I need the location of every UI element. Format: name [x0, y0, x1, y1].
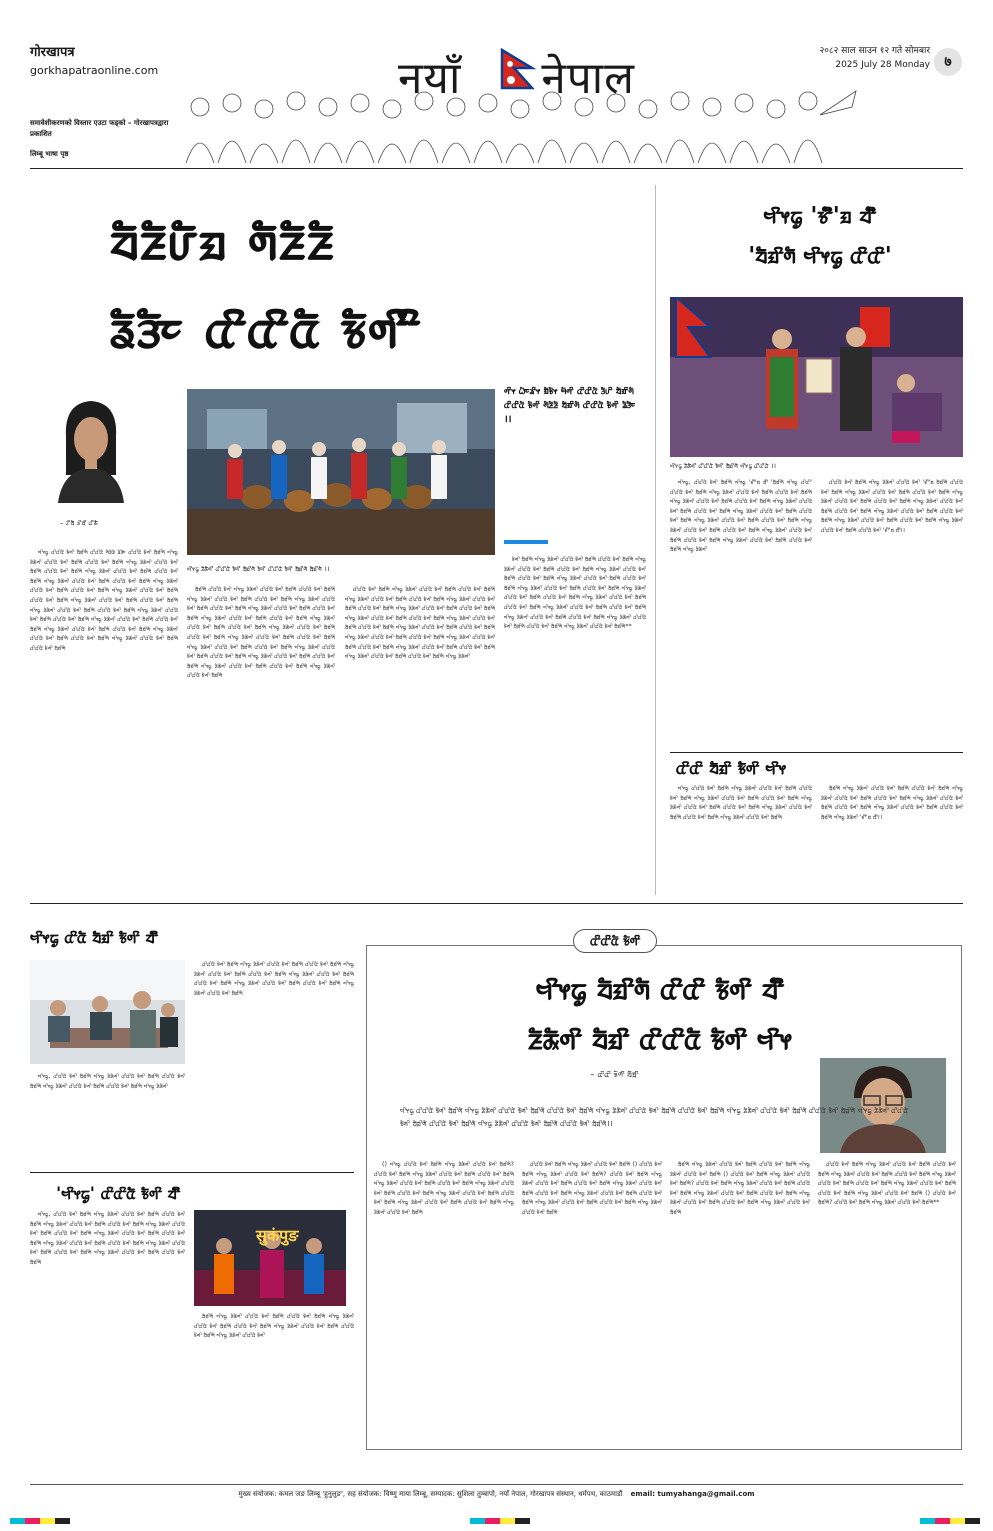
registration-marks-left — [10, 1518, 70, 1524]
lower-left-column-a — [30, 1072, 185, 1167]
footer-credits — [0, 1490, 993, 1499]
lower-left-column-b — [194, 960, 354, 1167]
right-headline-line2: 'ᤔᤠᤀᤡᤛᤠ ᤗᤡᤶᤒᤢ ᤂᤡᤂᤡ' — [748, 242, 892, 269]
feature-headline-line1: ᤗᤡᤶᤒᤢ ᤔᤠᤀᤡᤛᤠ ᤂᤡᤂᤡ ᤃᤠᤛᤡ ᤔᤡᤠ — [536, 972, 784, 1007]
lower-left-column-c — [30, 1210, 185, 1450]
lead-pullquote: ᤛᤡᤶ ᤐᤠᤰᤕᤡᤶ ᤀᤠᤃᤠᤶ ᤗᤠᤛᤡ ᤂᤡᤂᤡᤂᤠ ᤋᤠᤙᤡ ᤔᤠᤀᤡᤛᤠ ᤂᤡᤂᤡᤂᤠ ᤃᤠᤛᤡ ᤛᤠᤏᤠᤏᤠ ᤔᤠᤀᤡᤛᤠ ᤂᤡᤂᤡᤂᤠ ᤃᤠᤛᤡ ᤕᤠᤋᤠᤰ ।। — [504, 386, 636, 425]
lead-headline-line1: ᤔᤠᤏᤠᤙᤠᤀ ᤛᤠᤏᤠᤏᤠ — [110, 208, 336, 272]
lead-column-2 — [187, 585, 335, 890]
mid-right-column-1-text: ᤗᤡᤶᤒᤢ ᤂᤡᤂᤡᤂᤠ ᤃᤠᤛᤡ ᤔᤠᤀᤡᤛᤠ ᤗᤡᤶᤒᤢ ᤏᤠᤊᤠᤛᤡ ᤂᤡᤂᤡᤂᤠ ᤃᤠᤛᤡ ᤔᤠᤀᤡᤛᤠ ᤂᤡᤂᤡᤂᤠ ᤃᤠᤛᤡ ᤔᤠᤀᤡᤛᤠ ᤗᤡᤶᤒᤢ ᤏᤠᤊᤠᤛᤡ ᤂᤡᤂᤡᤂᤠ ᤃᤠᤛᤡ ᤔᤠᤀᤡᤛᤠ ᤂᤡᤂᤡᤂᤠ ᤃᤠᤛᤡ ᤔᤠᤀᤡᤛᤠ ᤗᤡᤶᤒᤢ ᤏᤠᤊᤠᤛᤡ ᤂᤡᤂᤡᤂᤠ ᤃᤠᤛᤡ ᤔᤠᤀᤡᤛᤠ ᤂᤡᤂᤡᤂᤠ ᤃᤠᤛᤡ ᤔᤠᤀᤡᤛᤠ ᤗᤡᤶᤒᤢ ᤏᤠᤊᤠᤛᤡ ᤂᤡᤂᤡᤂᤠ ᤃᤠᤛᤡ ᤔᤠᤀᤡᤛᤠ ᤂᤡᤂᤡᤂᤠ ᤃᤠᤛᤡ ᤔᤠᤀᤡᤛᤠ ᤗᤡᤶᤒᤢ ᤏᤠᤊᤠᤛᤡ ᤂᤡᤂᤡᤂᤠ ᤃᤠᤛᤡ ᤔᤠᤀᤡᤛᤠ — [670, 785, 812, 821]
lead-headline-line2: ᤕᤠᤋᤠᤰ ᤂᤡᤂᤡᤂᤠ ᤃᤠᤛᤡᤡ — [110, 296, 422, 360]
lead-column-1 — [30, 548, 178, 890]
right-story-headline — [660, 196, 980, 276]
right-story-column-1 — [670, 478, 812, 748]
lead-photo-caption: ᤗᤡᤶᤒᤢ ᤏᤠᤊᤠᤛᤡ ᤂᤡᤂᤡᤂᤠ ᤃᤠᤛᤡ ᤔᤠᤀᤡᤛᤠ ᤃᤠᤛᤡ ᤂᤡᤂᤡᤂᤠ ᤃᤠᤛᤡ ᤔᤠᤀᤡᤛᤠ ᤔᤠᤀᤡᤛᤠ ।। — [187, 565, 330, 573]
feature-column-2 — [522, 1160, 662, 1442]
lead-column-3-text: ᤂᤡᤂᤡᤂᤠ ᤃᤠᤛᤡ ᤔᤠᤀᤡᤛᤠ ᤗᤡᤶᤒᤢ ᤏᤠᤊᤠᤛᤡ ᤂᤡᤂᤡᤂᤠ ᤃᤠᤛᤡ ᤔᤠᤀᤡᤛᤠ ᤂᤡᤂᤡᤂᤠ ᤃᤠᤛᤡ ᤔᤠᤀᤡᤛᤠ ᤗᤡᤶᤒᤢ ᤏᤠᤊᤠᤛᤡ ᤂᤡᤂᤡᤂᤠ ᤃᤠᤛᤡ ᤔᤠᤀᤡᤛᤠ ᤂᤡᤂᤡᤂᤠ ᤃᤠᤛᤡ ᤔᤠᤀᤡᤛᤠ ᤗᤡᤶᤒᤢ ᤏᤠᤊᤠᤛᤡ ᤂᤡᤂᤡᤂᤠ ᤃᤠᤛᤡ ᤔᤠᤀᤡᤛᤠ ᤂᤡᤂᤡᤂᤠ ᤃᤠᤛᤡ ᤔᤠᤀᤡᤛᤠ ᤗᤡᤶᤒᤢ ᤏᤠᤊᤠᤛᤡ ᤂᤡᤂᤡᤂᤠ ᤃᤠᤛᤡ ᤔᤠᤀᤡᤛᤠ ᤂᤡᤂᤡᤂᤠ ᤃᤠᤛᤡ ᤔᤠᤀᤡᤛᤠ ᤗᤡᤶᤒᤢ ᤏᤠᤊᤠᤛᤡ ᤂᤡᤂᤡᤂᤠ ᤃᤠᤛᤡ ᤔᤠᤀᤡᤛᤠ ᤂᤡᤂᤡᤂᤠ ᤃᤠᤛᤡ ᤔᤠᤀᤡᤛᤠ ᤗᤡᤶᤒᤢ ᤏᤠᤊᤠᤛᤡ ᤂᤡᤂᤡᤂᤠ ᤃᤠᤛᤡ ᤔᤠᤀᤡᤛᤠ ᤂᤡᤂᤡᤂᤠ ᤃᤠᤛᤡ ᤔᤠᤀᤡᤛᤠ ᤗᤡᤶᤒᤢ ᤏᤠᤊᤠᤛᤡ ᤂᤡᤂᤡᤂᤠ ᤃᤠᤛᤡ ᤔᤠᤀᤡᤛᤠ ᤂᤡᤂᤡᤂᤠ ᤃᤠᤛᤡ ᤔᤠᤀᤡᤛᤠ ᤗᤡᤶᤒᤢ ᤏᤠᤊᤠᤛᤡ ᤂᤡᤂᤡᤂᤠ ᤃᤠᤛᤡ ᤔᤠᤀᤡᤛᤠ ᤂᤡᤂᤡᤂᤠ ᤃᤠᤛᤡ ᤔᤠᤀᤡᤛᤠ ᤗᤡᤶᤒᤢ ᤏᤠᤊᤠᤛᤡ ᤂᤡᤂᤡᤂᤠ ᤃᤠᤛᤡ ᤔᤠᤀᤡᤛᤠ ᤂᤡᤂᤡᤂᤠ ᤃᤠᤛᤡ ᤔᤠᤀᤡᤛᤠ ᤗᤡᤶᤒᤢ ᤏᤠᤊᤠᤛᤡ ᤂᤡᤂᤡᤂᤠ ᤃᤠᤛᤡ ᤔᤠᤀᤡᤛᤠ ᤂᤡᤂᤡᤂᤠ ᤃᤠᤛᤡ ᤔᤠᤀᤡᤛᤠ ᤗᤡᤶᤒᤢ ᤏᤠᤊᤠᤛᤡ ᤂᤡᤂᤡᤂᤠ ᤃᤠᤛᤡ ᤔᤠᤀᤡᤛᤠ ᤂᤡᤂᤡᤂᤠ ᤃᤠᤛᤡ ᤔᤠᤀᤡᤛᤠ ᤗᤡᤶᤒᤢ ᤏᤠᤊᤠᤛᤡ — [345, 586, 495, 661]
lower-left-column-c-text: ᤗᤡᤶᤒᤢ, ᤂᤡᤂᤡᤂᤠ ᤃᤠᤛᤡ ᤔᤠᤀᤡᤛᤠ ᤗᤡᤶᤒᤢ ᤏᤠᤊᤠᤛᤡ ᤂᤡᤂᤡᤂᤠ ᤃᤠᤛᤡ ᤔᤠᤀᤡᤛᤠ ᤂᤡᤂᤡᤂᤠ ᤃᤠᤛᤡ ᤔᤠᤀᤡᤛᤠ ᤗᤡᤶᤒᤢ ᤏᤠᤊᤠᤛᤡ ᤂᤡᤂᤡᤂᤠ ᤃᤠᤛᤡ ᤔᤠᤀᤡᤛᤠ ᤂᤡᤂᤡᤂᤠ ᤃᤠᤛᤡ ᤔᤠᤀᤡᤛᤠ ᤗᤡᤶᤒᤢ ᤏᤠᤊᤠᤛᤡ ᤂᤡᤂᤡᤂᤠ ᤃᤠᤛᤡ ᤔᤠᤀᤡᤛᤠ ᤂᤡᤂᤡᤂᤠ ᤃᤠᤛᤡ ᤔᤠᤀᤡᤛᤠ ᤗᤡᤶᤒᤢ ᤏᤠᤊᤠᤛᤡ ᤂᤡᤂᤡᤂᤠ ᤃᤠᤛᤡ ᤔᤠᤀᤡᤛᤠ ᤂᤡᤂᤡᤂᤠ ᤃᤠᤛᤡ ᤔᤠᤀᤡᤛᤠ ᤗᤡᤶᤒᤢ ᤏᤠᤊᤠᤛᤡ ᤂᤡᤂᤡᤂᤠ ᤃᤠᤛᤡ ᤔᤠᤀᤡᤛᤠ ᤂᤡᤂᤡᤂᤠ ᤃᤠᤛᤡ ᤔᤠᤀᤡᤛᤠ ᤗᤡᤶᤒᤢ ᤏᤠᤊᤠᤛᤡ ᤂᤡᤂᤡᤂᤠ ᤃᤠᤛᤡ ᤔᤠᤀᤡᤛᤠ ᤂᤡᤂᤡᤂᤠ ᤃᤠᤛᤡ ᤔᤠᤀᤡᤛᤠ ᤗᤡᤶᤒᤢ ᤏᤠᤊᤠᤛᤡ ᤂᤡᤂᤡᤂᤠ ᤃᤠᤛᤡ ᤔᤠᤀᤡᤛᤠ ᤂᤡᤂᤡᤂᤠ ᤃᤠᤛᤡ ᤔᤠᤀᤡᤛᤠ — [30, 1211, 185, 1266]
feature-column-1 — [374, 1160, 514, 1442]
lower-left-column-d-text: ᤔᤠᤀᤡᤛᤠ ᤗᤡᤶᤒᤢ ᤏᤠᤊᤠᤛᤡ ᤂᤡᤂᤡᤂᤠ ᤃᤠᤛᤡ ᤔᤠᤀᤡᤛᤠ ᤂᤡᤂᤡᤂᤠ ᤃᤠᤛᤡ ᤔᤠᤀᤡᤛᤠ ᤗᤡᤶᤒᤢ ᤏᤠᤊᤠᤛᤡ ᤂᤡᤂᤡᤂᤠ ᤃᤠᤛᤡ ᤔᤠᤀᤡᤛᤠ ᤂᤡᤂᤡᤂᤠ ᤃᤠᤛᤡ ᤔᤠᤀᤡᤛᤠ ᤗᤡᤶᤒᤢ ᤏᤠᤊᤠᤛᤡ ᤂᤡᤂᤡᤂᤠ ᤃᤠᤛᤡ ᤔᤠᤀᤡᤛᤠ ᤂᤡᤂᤡᤂᤠ ᤃᤠᤛᤡ ᤔᤠᤀᤡᤛᤠ ᤗᤡᤶᤒᤢ ᤏᤠᤊᤠᤛᤡ ᤂᤡᤂᤡᤂᤠ ᤃᤠᤛᤡ — [194, 1313, 354, 1340]
lead-column-2-text: ᤔᤠᤀᤡᤛᤠ ᤂᤡᤂᤡᤂᤠ ᤃᤠᤛᤡ ᤗᤡᤶᤒᤢ ᤏᤠᤊᤠᤛᤡ ᤂᤡᤂᤡᤂᤠ ᤃᤠᤛᤡ ᤔᤠᤀᤡᤛᤠ ᤂᤡᤂᤡᤂᤠ ᤃᤠᤛᤡ ᤔᤠᤀᤡᤛᤠ ᤗᤡᤶᤒᤢ ᤏᤠᤊᤠᤛᤡ ᤂᤡᤂᤡᤂᤠ ᤃᤠᤛᤡ ᤔᤠᤀᤡᤛᤠ ᤂᤡᤂᤡᤂᤠ ᤃᤠᤛᤡ ᤔᤠᤀᤡᤛᤠ ᤗᤡᤶᤒᤢ ᤏᤠᤊᤠᤛᤡ ᤂᤡᤂᤡᤂᤠ ᤃᤠᤛᤡ ᤔᤠᤀᤡᤛᤠ ᤂᤡᤂᤡᤂᤠ ᤃᤠᤛᤡ ᤔᤠᤀᤡᤛᤠ ᤗᤡᤶᤒᤢ ᤏᤠᤊᤠᤛᤡ ᤂᤡᤂᤡᤂᤠ ᤃᤠᤛᤡ ᤔᤠᤀᤡᤛᤠ ᤂᤡᤂᤡᤂᤠ ᤃᤠᤛᤡ ᤔᤠᤀᤡᤛᤠ ᤗᤡᤶᤒᤢ ᤏᤠᤊᤠᤛᤡ ᤂᤡᤂᤡᤂᤠ ᤃᤠᤛᤡ ᤔᤠᤀᤡᤛᤠ ᤂᤡᤂᤡᤂᤠ ᤃᤠᤛᤡ ᤔᤠᤀᤡᤛᤠ ᤗᤡᤶᤒᤢ ᤏᤠᤊᤠᤛᤡ ᤂᤡᤂᤡᤂᤠ ᤃᤠᤛᤡ ᤔᤠᤀᤡᤛᤠ ᤂᤡᤂᤡᤂᤠ ᤃᤠᤛᤡ ᤔᤠᤀᤡᤛᤠ ᤗᤡᤶᤒᤢ ᤏᤠᤊᤠᤛᤡ ᤂᤡᤂᤡᤂᤠ ᤃᤠᤛᤡ ᤔᤠᤀᤡᤛᤠ ᤂᤡᤂᤡᤂᤠ ᤃᤠᤛᤡ ᤔᤠᤀᤡᤛᤠ ᤗᤡᤶᤒᤢ ᤏᤠᤊᤠᤛᤡ ᤂᤡᤂᤡᤂᤠ ᤃᤠᤛᤡ ᤔᤠᤀᤡᤛᤠ ᤂᤡᤂᤡᤂᤠ ᤃᤠᤛᤡ ᤔᤠᤀᤡᤛᤠ ᤗᤡᤶᤒᤢ ᤏᤠᤊᤠᤛᤡ ᤂᤡᤂᤡᤂᤠ ᤃᤠᤛᤡ ᤔᤠᤀᤡᤛᤠ ᤂᤡᤂᤡᤂᤠ ᤃᤠᤛᤡ ᤔᤠᤀᤡᤛᤠ ᤗᤡᤶᤒᤢ ᤏᤠᤊᤠᤛᤡ ᤂᤡᤂᤡᤂᤠ ᤃᤠᤛᤡ ᤔᤠᤀᤡᤛᤠ ᤂᤡᤂᤡᤂᤠ ᤃᤠᤛᤡ ᤔᤠᤀᤡᤛᤠ ᤗᤡᤶᤒᤢ ᤏᤠᤊᤠᤛᤡ ᤂᤡᤂᤡᤂᤠ ᤃᤠᤛᤡ ᤔᤠᤀᤡᤛᤠ ᤂᤡᤂᤡᤂᤠ ᤃᤠᤛᤡ ᤔᤠᤀᤡᤛᤠ ᤗᤡᤶᤒᤢ ᤏᤠᤊᤠᤛᤡ ᤂᤡᤂᤡᤂᤠ ᤃᤠᤛᤡ ᤔᤠᤀᤡᤛᤠ ᤂᤡᤂᤡᤂᤠ ᤃᤠᤛᤡ ᤔᤠᤀᤡᤛᤠ ᤗᤡᤶᤒᤢ ᤏᤠᤊᤠᤛᤡ ᤂᤡᤂᤡᤂᤠ ᤃᤠᤛᤡ ᤔᤠᤀᤡᤛᤠ — [187, 586, 335, 680]
feature-column-3-text: ᤔᤠᤀᤡᤛᤠ ᤗᤡᤶᤒᤢ ᤏᤠᤊᤠᤛᤡ ᤂᤡᤂᤡᤂᤠ ᤃᤠᤛᤡ ᤔᤠᤀᤡᤛᤠ ᤂᤡᤂᤡᤂᤠ ᤃᤠᤛᤡ ᤔᤠᤀᤡᤛᤠ ᤗᤡᤶᤒᤢ ᤏᤠᤊᤠᤛᤡ ᤂᤡᤂᤡᤂᤠ ᤃᤠᤛᤡ ᤔᤠᤀᤡᤛᤠ () ᤂᤡᤂᤡᤂᤠ ᤃᤠᤛᤡ ᤔᤠᤀᤡᤛᤠ ᤗᤡᤶᤒᤢ ᤏᤠᤊᤠᤛᤡ ᤂᤡᤂᤡᤂᤠ ᤃᤠᤛᤡ ᤔᤠᤀᤡᤛᤠ? ᤂᤡᤂᤡᤂᤠ ᤃᤠᤛᤡ ᤔᤠᤀᤡᤛᤠ ᤗᤡᤶᤒᤢ ᤏᤠᤊᤠᤛᤡ ᤂᤡᤂᤡᤂᤠ ᤃᤠᤛᤡ ᤔᤠᤀᤡᤛᤠ ᤂᤡᤂᤡᤂᤠ ᤃᤠᤛᤡ ᤔᤠᤀᤡᤛᤠ ᤗᤡᤶᤒᤢ ᤏᤠᤊᤠᤛᤡ ᤂᤡᤂᤡᤂᤠ ᤃᤠᤛᤡ ᤔᤠᤀᤡᤛᤠ ᤂᤡᤂᤡᤂᤠ ᤃᤠᤛᤡ ᤔᤠᤀᤡᤛᤠ ᤗᤡᤶᤒᤢ ᤏᤠᤊᤠᤛᤡ ᤂᤡᤂᤡᤂᤠ ᤃᤠᤛᤡ ᤔᤠᤀᤡᤛᤠ ᤂᤡᤂᤡᤂᤠ ᤃᤠᤛᤡ ᤔᤠᤀᤡᤛᤠ ᤗᤡᤶᤒᤢ ᤏᤠᤊᤠᤛᤡ ᤂᤡᤂᤡᤂᤠ ᤃᤠᤛᤡ ᤔᤠᤀᤡᤛᤠ — [670, 1161, 810, 1216]
lead-photo — [187, 389, 495, 555]
feature-column-4 — [818, 1160, 956, 1442]
footer-credits-text: मुख्य संयोजक: कमल जङ लिम्बू 'हुनुलुङ', सह संयोजक: विष्णु माया लिम्बू, सम्पादक: सुशिला तुम्बापो, नयाँ नेपाल, गोरखापत्र संस्थान, धर्मपथ, काठमाडौं — [238, 1490, 623, 1498]
dateline — [752, 44, 930, 72]
feature-column-3 — [670, 1160, 810, 1442]
award-photo-image — [670, 297, 963, 457]
section-rule — [30, 903, 963, 904]
footer-email[interactable]: email: tumyahanga@gmail.com — [630, 1490, 755, 1498]
lead-column-4 — [504, 555, 646, 890]
column-divider — [655, 185, 656, 895]
lead-column-3 — [345, 585, 495, 890]
crowd-illustration — [180, 85, 860, 163]
lower-left-column-d — [194, 1312, 354, 1450]
right-divider — [670, 752, 963, 753]
feature-intro: ᤗᤡᤶᤒᤢ ᤂᤡᤂᤡᤂᤠ ᤃᤠᤛᤡ ᤔᤠᤀᤡᤛᤠ ᤗᤡᤶᤒᤢ ᤏᤠᤊᤠᤛᤡ ᤂᤡᤂᤡᤂᤠ ᤃᤠᤛᤡ ᤔᤠᤀᤡᤛᤠ ᤂᤡᤂᤡᤂᤠ ᤃᤠᤛᤡ ᤔᤠᤀᤡᤛᤠ ᤗᤡᤶᤒᤢ ᤏᤠᤊᤠᤛᤡ ᤂᤡᤂᤡᤂᤠ ᤃᤠᤛᤡ ᤔᤠᤀᤡᤛᤠ ᤂᤡᤂᤡᤂᤠ ᤃᤠᤛᤡ ᤔᤠᤀᤡᤛᤠ ᤗᤡᤶᤒᤢ ᤏᤠᤊᤠᤛᤡ ᤂᤡᤂᤡᤂᤠ ᤃᤠᤛᤡ ᤔᤠᤀᤡᤛᤠ ᤂᤡᤂᤡᤂᤠ ᤃᤠᤛᤡ ᤔᤠᤀᤡᤛᤠ ᤗᤡᤶᤒᤢ ᤏᤠᤊᤠᤛᤡ ᤂᤡᤂᤡᤂᤠ ᤃᤠᤛᤡ ᤔᤠᤀᤡᤛᤠ ᤂᤡᤂᤡᤂᤠ ᤃᤠᤛᤡ ᤔᤠᤀᤡᤛᤠ ᤗᤡᤶᤒᤢ ᤏᤠᤊᤠᤛᤡ ᤂᤡᤂᤡᤂᤠ ᤃᤠᤛᤡ ᤔᤠᤀᤡᤛᤠ ᤂᤡᤂᤡᤂᤠ ᤃᤠᤛᤡ ᤔᤠᤀᤡᤛᤠ।। — [400, 1105, 909, 1128]
portrait-image — [52, 395, 130, 503]
mid-right-column-2-text: ᤔᤠᤀᤡᤛᤠ ᤗᤡᤶᤒᤢ ᤏᤠᤊᤠᤛᤡ ᤂᤡᤂᤡᤂᤠ ᤃᤠᤛᤡ ᤔᤠᤀᤡᤛᤠ ᤂᤡᤂᤡᤂᤠ ᤃᤠᤛᤡ ᤔᤠᤀᤡᤛᤠ ᤗᤡᤶᤒᤢ ᤏᤠᤊᤠᤛᤡ ᤂᤡᤂᤡᤂᤠ ᤃᤠᤛᤡ ᤔᤠᤀᤡᤛᤠ ᤂᤡᤂᤡᤂᤠ ᤃᤠᤛᤡ ᤔᤠᤀᤡᤛᤠ ᤗᤡᤶᤒᤢ ᤏᤠᤊᤠᤛᤡ ᤂᤡᤂᤡᤂᤠ ᤃᤠᤛᤡ ᤔᤠᤀᤡᤛᤠ ᤂᤡᤂᤡᤂᤠ ᤃᤠᤛᤡ ᤔᤠᤀᤡᤛᤠ ᤗᤡᤶᤒᤢ ᤏᤠᤊᤠᤛᤡ ᤂᤡᤂᤡᤂᤠ ᤃᤠᤛᤡ ᤔᤠᤀᤡᤛᤠ ᤂᤡᤂᤡᤂᤠ ᤃᤠᤛᤡ ᤔᤠᤀᤡᤛᤠ ᤗᤡᤶᤒᤢ ᤏᤠᤊᤠᤛᤡ 'ᤃᤡᤠ'ᤀ ᤔᤡᤠ।। — [821, 785, 963, 821]
masthead — [0, 0, 993, 165]
award-photo — [670, 297, 963, 457]
film-poster — [194, 1210, 346, 1306]
right-story-column-2 — [821, 478, 963, 748]
pullquote-accent-bar — [504, 540, 548, 544]
footer-rule — [30, 1484, 963, 1485]
award-photo-caption: ᤗᤡᤶᤒᤢ ᤏᤠᤊᤠᤛᤡ ᤂᤡᤂᤡᤂᤠ ᤃᤠᤛᤡ ᤔᤠᤀᤡᤛᤠ ᤗᤡᤶᤒᤢ ᤂᤡᤂᤡᤂᤠ ।। — [670, 462, 777, 470]
mid-right-column-2 — [821, 784, 963, 894]
brand-name: गोरखापत्र — [30, 45, 75, 60]
masthead-rule — [30, 168, 963, 169]
mid-right-headline: ᤂᤡᤂᤡ ᤔᤠᤀᤡ ᤃᤠᤛᤡ ᤗᤡᤶ — [676, 758, 787, 779]
author-portrait — [52, 395, 130, 503]
lower-left-headline-2: 'ᤗᤡᤶᤒᤢ' ᤂᤡᤂᤡᤂᤠ ᤃᤠᤛᤡ ᤔᤡᤠ — [56, 1184, 181, 1204]
poster-title: सुकंपुङ — [256, 1226, 299, 1245]
feature-column-1-text: () ᤗᤡᤶᤒᤢ ᤂᤡᤂᤡᤂᤠ ᤃᤠᤛᤡ ᤔᤠᤀᤡᤛᤠ ᤗᤡᤶᤒᤢ ᤏᤠᤊᤠᤛᤡ ᤂᤡᤂᤡᤂᤠ ᤃᤠᤛᤡ ᤔᤠᤀᤡᤛᤠ? ᤂᤡᤂᤡᤂᤠ ᤃᤠᤛᤡ ᤔᤠᤀᤡᤛᤠ ᤗᤡᤶᤒᤢ ᤏᤠᤊᤠᤛᤡ ᤂᤡᤂᤡᤂᤠ ᤃᤠᤛᤡ ᤔᤠᤀᤡᤛᤠ ᤂᤡᤂᤡᤂᤠ ᤃᤠᤛᤡ ᤔᤠᤀᤡᤛᤠ ᤗᤡᤶᤒᤢ ᤏᤠᤊᤠᤛᤡ ᤂᤡᤂᤡᤂᤠ ᤃᤠᤛᤡ ᤔᤠᤀᤡᤛᤠ ᤂᤡᤂᤡᤂᤠ ᤃᤠᤛᤡ ᤔᤠᤀᤡᤛᤠ ᤗᤡᤶᤒᤢ ᤏᤠᤊᤠᤛᤡ ᤂᤡᤂᤡᤂᤠ ᤃᤠᤛᤡ ᤔᤠᤀᤡᤛᤠ ᤂᤡᤂᤡᤂᤠ ᤃᤠᤛᤡ ᤔᤠᤀᤡᤛᤠ ᤗᤡᤶᤒᤢ ᤏᤠᤊᤠᤛᤡ ᤂᤡᤂᤡᤂᤠ ᤃᤠᤛᤡ ᤔᤠᤀᤡᤛᤠ ᤂᤡᤂᤡᤂᤠ ᤃᤠᤛᤡ ᤔᤠᤀᤡᤛᤠ ᤗᤡᤶᤒᤢ ᤏᤠᤊᤠᤛᤡ ᤂᤡᤂᤡᤂᤠ ᤃᤠᤛᤡ ᤔᤠᤀᤡᤛᤠ ᤂᤡᤂᤡᤂᤠ ᤃᤠᤛᤡ ᤔᤠᤀᤡᤛᤠ ᤗᤡᤶᤒᤢ ᤏᤠᤊᤠᤛᤡ ᤂᤡᤂᤡᤂᤠ ᤃᤠᤛᤡ ᤔᤠᤀᤡᤛᤠ — [374, 1161, 514, 1216]
page-type: लिम्बू भाषा पृष्ठ — [30, 150, 69, 158]
lower-left-headline-1: ᤗᤡᤶᤒᤢ ᤂᤡᤂᤠ ᤔᤠᤀᤡ ᤃᤠᤛᤡ ᤔᤡᤠ — [30, 928, 158, 948]
feature-byline: – ᤂᤡᤂᤡ ᤃᤠᤛᤡ ᤔᤠᤀᤡ — [590, 1070, 639, 1080]
registration-marks-right — [920, 1518, 980, 1524]
feature-headline-line2: ᤏᤠᤊᤠᤛᤡ ᤔᤠᤀᤡ ᤂᤡᤂᤡᤂᤠ ᤃᤠᤛᤡ ᤗᤡᤶ — [528, 1022, 792, 1057]
paper-title-left: नयाँ — [398, 53, 462, 104]
meeting-photo — [30, 960, 185, 1064]
lead-photo-image — [187, 389, 495, 555]
lower-left-column-a-text: ᤗᤡᤶᤒᤢ, ᤂᤡᤂᤡᤂᤠ ᤃᤠᤛᤡ ᤔᤠᤀᤡᤛᤠ ᤗᤡᤶᤒᤢ ᤏᤠᤊᤠᤛᤡ ᤂᤡᤂᤡᤂᤠ ᤃᤠᤛᤡ ᤔᤠᤀᤡᤛᤠ ᤂᤡᤂᤡᤂᤠ ᤃᤠᤛᤡ ᤔᤠᤀᤡᤛᤠ ᤗᤡᤶᤒᤢ ᤏᤠᤊᤠᤛᤡ ᤂᤡᤂᤡᤂᤠ ᤃᤠᤛᤡ ᤔᤠᤀᤡᤛᤠ ᤂᤡᤂᤡᤂᤠ ᤃᤠᤛᤡ ᤔᤠᤀᤡᤛᤠ ᤗᤡᤶᤒᤢ ᤏᤠᤊᤠᤛᤡ — [30, 1073, 185, 1090]
lower-left-divider — [30, 1172, 354, 1173]
right-headline-line1: ᤗᤡᤶᤒᤢ 'ᤃᤡᤠ'ᤀ ᤔᤡᤠ — [763, 202, 877, 229]
right-story-column-1-text: ᤗᤡᤶᤒᤢ, ᤂᤡᤂᤡᤂᤠ ᤃᤠᤛᤡ ᤔᤠᤀᤡᤛᤠ ᤗᤡᤶᤒᤢ 'ᤃᤡᤠ'ᤀ ᤔᤡᤠ 'ᤔᤠᤀᤡᤛᤠ ᤗᤡᤶᤒᤢ ᤂᤡᤂᤡ' ᤂᤡᤂᤡᤂᤠ ᤃᤠᤛᤡ ᤔᤠᤀᤡᤛᤠ ᤗᤡᤶᤒᤢ ᤏᤠᤊᤠᤛᤡ ᤂᤡᤂᤡᤂᤠ ᤃᤠᤛᤡ ᤔᤠᤀᤡᤛᤠ ᤂᤡᤂᤡᤂᤠ ᤃᤠᤛᤡ ᤔᤠᤀᤡᤛᤠ ᤗᤡᤶᤒᤢ ᤏᤠᤊᤠᤛᤡ ᤂᤡᤂᤡᤂᤠ ᤃᤠᤛᤡ ᤔᤠᤀᤡᤛᤠ ᤂᤡᤂᤡᤂᤠ ᤃᤠᤛᤡ ᤔᤠᤀᤡᤛᤠ ᤗᤡᤶᤒᤢ ᤏᤠᤊᤠᤛᤡ ᤂᤡᤂᤡᤂᤠ ᤃᤠᤛᤡ ᤔᤠᤀᤡᤛᤠ ᤂᤡᤂᤡᤂᤠ ᤃᤠᤛᤡ ᤔᤠᤀᤡᤛᤠ ᤗᤡᤶᤒᤢ ᤏᤠᤊᤠᤛᤡ ᤂᤡᤂᤡᤂᤠ ᤃᤠᤛᤡ ᤔᤠᤀᤡᤛᤠ ᤂᤡᤂᤡᤂᤠ ᤃᤠᤛᤡ ᤔᤠᤀᤡᤛᤠ ᤗᤡᤶᤒᤢ ᤏᤠᤊᤠᤛᤡ ᤂᤡᤂᤡᤂᤠ ᤃᤠᤛᤡ ᤔᤠᤀᤡᤛᤠ ᤂᤡᤂᤡᤂᤠ ᤃᤠᤛᤡ ᤔᤠᤀᤡᤛᤠ ᤗᤡᤶᤒᤢ ᤏᤠᤊᤠᤛᤡ ᤂᤡᤂᤡᤂᤠ ᤃᤠᤛᤡ ᤔᤠᤀᤡᤛᤠ ᤂᤡᤂᤡᤂᤠ ᤃᤠᤛᤡ ᤔᤠᤀᤡᤛᤠ ᤗᤡᤶᤒᤢ ᤏᤠᤊᤠᤛᤡ ᤂᤡᤂᤡᤂᤠ ᤃᤠᤛᤡ ᤔᤠᤀᤡᤛᤠ ᤂᤡᤂᤡᤂᤠ ᤃᤠᤛᤡ ᤔᤠᤀᤡᤛᤠ ᤗᤡᤶᤒᤢ ᤏᤠᤊᤠᤛᤡ ᤂᤡᤂᤡᤂᤠ ᤃᤠᤛᤡ ᤔᤠᤀᤡᤛᤠ ᤂᤡᤂᤡᤂᤠ ᤃᤠᤛᤡ ᤔᤠᤀᤡᤛᤠ ᤗᤡᤶᤒᤢ ᤏᤠᤊᤠᤛᤡ — [670, 479, 812, 554]
date-english: 2025 July 28 Monday — [835, 60, 930, 70]
portrait-caption: – ᤁᤡᤔᤠ ᤍᤡᤔᤡ ᤂᤡᤊᤠ — [60, 519, 98, 527]
lower-left-column-b-text: ᤂᤡᤂᤡᤂᤠ ᤃᤠᤛᤡ ᤔᤠᤀᤡᤛᤠ ᤗᤡᤶᤒᤢ ᤏᤠᤊᤠᤛᤡ ᤂᤡᤂᤡᤂᤠ ᤃᤠᤛᤡ ᤔᤠᤀᤡᤛᤠ ᤂᤡᤂᤡᤂᤠ ᤃᤠᤛᤡ ᤔᤠᤀᤡᤛᤠ ᤗᤡᤶᤒᤢ ᤏᤠᤊᤠᤛᤡ ᤂᤡᤂᤡᤂᤠ ᤃᤠᤛᤡ ᤔᤠᤀᤡᤛᤠ ᤂᤡᤂᤡᤂᤠ ᤃᤠᤛᤡ ᤔᤠᤀᤡᤛᤠ ᤗᤡᤶᤒᤢ ᤏᤠᤊᤠᤛᤡ ᤂᤡᤂᤡᤂᤠ ᤃᤠᤛᤡ ᤔᤠᤀᤡᤛᤠ ᤂᤡᤂᤡᤂᤠ ᤃᤠᤛᤡ ᤔᤠᤀᤡᤛᤠ ᤗᤡᤶᤒᤢ ᤏᤠᤊᤠᤛᤡ ᤂᤡᤂᤡᤂᤠ ᤃᤠᤛᤡ ᤔᤠᤀᤡᤛᤠ ᤂᤡᤂᤡᤂᤠ ᤃᤠᤛᤡ ᤔᤠᤀᤡᤛᤠ ᤗᤡᤶᤒᤢ ᤏᤠᤊᤠᤛᤡ ᤂᤡᤂᤡᤂᤠ ᤃᤠᤛᤡ ᤔᤠᤀᤡᤛᤠ — [194, 961, 354, 997]
feature-column-2-text: ᤂᤡᤂᤡᤂᤠ ᤃᤠᤛᤡ ᤔᤠᤀᤡᤛᤠ ᤗᤡᤶᤒᤢ ᤏᤠᤊᤠᤛᤡ ᤂᤡᤂᤡᤂᤠ ᤃᤠᤛᤡ ᤔᤠᤀᤡᤛᤠ () ᤂᤡᤂᤡᤂᤠ ᤃᤠᤛᤡ ᤔᤠᤀᤡᤛᤠ ᤗᤡᤶᤒᤢ ᤏᤠᤊᤠᤛᤡ ᤂᤡᤂᤡᤂᤠ ᤃᤠᤛᤡ ᤔᤠᤀᤡᤛᤠ? ᤂᤡᤂᤡᤂᤠ ᤃᤠᤛᤡ ᤔᤠᤀᤡᤛᤠ ᤗᤡᤶᤒᤢ ᤏᤠᤊᤠᤛᤡ ᤂᤡᤂᤡᤂᤠ ᤃᤠᤛᤡ ᤔᤠᤀᤡᤛᤠ ᤂᤡᤂᤡᤂᤠ ᤃᤠᤛᤡ ᤔᤠᤀᤡᤛᤠ ᤗᤡᤶᤒᤢ ᤏᤠᤊᤠᤛᤡ ᤂᤡᤂᤡᤂᤠ ᤃᤠᤛᤡ ᤔᤠᤀᤡᤛᤠ ᤂᤡᤂᤡᤂᤠ ᤃᤠᤛᤡ ᤔᤠᤀᤡᤛᤠ ᤗᤡᤶᤒᤢ ᤏᤠᤊᤠᤛᤡ ᤂᤡᤂᤡᤂᤠ ᤃᤠᤛᤡ ᤔᤠᤀᤡᤛᤠ ᤂᤡᤂᤡᤂᤠ ᤃᤠᤛᤡ ᤔᤠᤀᤡᤛᤠ ᤗᤡᤶᤒᤢ ᤏᤠᤊᤠᤛᤡ ᤂᤡᤂᤡᤂᤠ ᤃᤠᤛᤡ ᤔᤠᤀᤡᤛᤠ ᤂᤡᤂᤡᤂᤠ ᤃᤠᤛᤡ ᤔᤠᤀᤡᤛᤠ ᤗᤡᤶᤒᤢ ᤏᤠᤊᤠᤛᤡ ᤂᤡᤂᤡᤂᤠ ᤃᤠᤛᤡ ᤔᤠᤀᤡᤛᤠ — [522, 1161, 662, 1216]
registration-marks-center — [470, 1518, 530, 1524]
feature-column-4-text: ᤂᤡᤂᤡᤂᤠ ᤃᤠᤛᤡ ᤔᤠᤀᤡᤛᤠ ᤗᤡᤶᤒᤢ ᤏᤠᤊᤠᤛᤡ ᤂᤡᤂᤡᤂᤠ ᤃᤠᤛᤡ ᤔᤠᤀᤡᤛᤠ ᤂᤡᤂᤡᤂᤠ ᤃᤠᤛᤡ ᤔᤠᤀᤡᤛᤠ ᤗᤡᤶᤒᤢ ᤏᤠᤊᤠᤛᤡ ᤂᤡᤂᤡᤂᤠ ᤃᤠᤛᤡ ᤔᤠᤀᤡᤛᤠ ᤂᤡᤂᤡᤂᤠ ᤃᤠᤛᤡ ᤔᤠᤀᤡᤛᤠ ᤗᤡᤶᤒᤢ ᤏᤠᤊᤠᤛᤡ ᤂᤡᤂᤡᤂᤠ ᤃᤠᤛᤡ ᤔᤠᤀᤡᤛᤠ ᤂᤡᤂᤡᤂᤠ ᤃᤠᤛᤡ ᤔᤠᤀᤡᤛᤠ ᤗᤡᤶᤒᤢ ᤏᤠᤊᤠᤛᤡ ᤂᤡᤂᤡᤂᤠ ᤃᤠᤛᤡ ᤔᤠᤀᤡᤛᤠ ᤂᤡᤂᤡᤂᤠ ᤃᤠᤛᤡ ᤔᤠᤀᤡᤛᤠ ᤗᤡᤶᤒᤢ ᤏᤠᤊᤠᤛᤡ ᤂᤡᤂᤡᤂᤠ ᤃᤠᤛᤡ ᤔᤠᤀᤡᤛᤠ () ᤂᤡᤂᤡᤂᤠ ᤃᤠᤛᤡ ᤔᤠᤀᤡᤛᤠ? ᤂᤡᤂᤡᤂᤠ ᤃᤠᤛᤡ ᤔᤠᤀᤡᤛᤠ ᤗᤡᤶᤒᤢ ᤏᤠᤊᤠᤛᤡ ᤂᤡᤂᤡᤂᤠ ᤃᤠᤛᤡ ᤔᤠᤀᤡᤛᤠ** — [818, 1161, 956, 1207]
date-nepali: २०८२ साल साउन १२ गते सोमबार — [819, 46, 930, 56]
paper-title-right: नेपाल — [541, 53, 635, 104]
feature-box-label: ᤂᤡᤂᤡᤂᤠ ᤃᤠᤛᤡ — [573, 929, 657, 953]
lead-column-4-text: ᤃᤠᤛᤡ ᤔᤠᤀᤡᤛᤠ ᤗᤡᤶᤒᤢ ᤏᤠᤊᤠᤛᤡ ᤂᤡᤂᤡᤂᤠ ᤃᤠᤛᤡ ᤔᤠᤀᤡᤛᤠ ᤂᤡᤂᤡᤂᤠ ᤃᤠᤛᤡ ᤔᤠᤀᤡᤛᤠ ᤗᤡᤶᤒᤢ ᤏᤠᤊᤠᤛᤡ ᤂᤡᤂᤡᤂᤠ ᤃᤠᤛᤡ ᤔᤠᤀᤡᤛᤠ ᤂᤡᤂᤡᤂᤠ ᤃᤠᤛᤡ ᤔᤠᤀᤡᤛᤠ ᤗᤡᤶᤒᤢ ᤏᤠᤊᤠᤛᤡ ᤂᤡᤂᤡᤂᤠ ᤃᤠᤛᤡ ᤔᤠᤀᤡᤛᤠ ᤂᤡᤂᤡᤂᤠ ᤃᤠᤛᤡ ᤔᤠᤀᤡᤛᤠ ᤗᤡᤶᤒᤢ ᤏᤠᤊᤠᤛᤡ ᤂᤡᤂᤡᤂᤠ ᤃᤠᤛᤡ ᤔᤠᤀᤡᤛᤠ ᤂᤡᤂᤡᤂᤠ ᤃᤠᤛᤡ ᤔᤠᤀᤡᤛᤠ ᤗᤡᤶᤒᤢ ᤏᤠᤊᤠᤛᤡ ᤂᤡᤂᤡᤂᤠ ᤃᤠᤛᤡ ᤔᤠᤀᤡᤛᤠ ᤂᤡᤂᤡᤂᤠ ᤃᤠᤛᤡ ᤔᤠᤀᤡᤛᤠ ᤗᤡᤶᤒᤢ ᤏᤠᤊᤠᤛᤡ ᤂᤡᤂᤡᤂᤠ ᤃᤠᤛᤡ ᤔᤠᤀᤡᤛᤠ ᤂᤡᤂᤡᤂᤠ ᤃᤠᤛᤡ ᤔᤠᤀᤡᤛᤠ ᤗᤡᤶᤒᤢ ᤏᤠᤊᤠᤛᤡ ᤂᤡᤂᤡᤂᤠ ᤃᤠᤛᤡ ᤔᤠᤀᤡᤛᤠ ᤂᤡᤂᤡᤂᤠ ᤃᤠᤛᤡ ᤔᤠᤀᤡᤛᤠ ᤗᤡᤶᤒᤢ ᤏᤠᤊᤠᤛᤡ ᤂᤡᤂᤡᤂᤠ ᤃᤠᤛᤡ ᤔᤠᤀᤡᤛᤠ ᤂᤡᤂᤡᤂᤠ ᤃᤠᤛᤡ ᤔᤠᤀᤡᤛᤠ ᤗᤡᤶᤒᤢ ᤏᤠᤊᤠᤛᤡ ᤂᤡᤂᤡᤂᤠ ᤃᤠᤛᤡ ᤔᤠᤀᤡᤛᤠ ᤂᤡᤂᤡᤂᤠ ᤃᤠᤛᤡ ᤔᤠᤀᤡᤛᤠ ᤗᤡᤶᤒᤢ ᤏᤠᤊᤠᤛᤡ ᤂᤡᤂᤡᤂᤠ ᤃᤠᤛᤡ ᤔᤠᤀᤡᤛᤠ ᤂᤡᤂᤡᤂᤠ ᤃᤠᤛᤡ ᤔᤠᤀᤡᤛᤠ ᤗᤡᤶᤒᤢ ᤏᤠᤊᤠᤛᤡ ᤂᤡᤂᤡᤂᤠ ᤃᤠᤛᤡ ᤔᤠᤀᤡᤛᤠ** — [504, 556, 646, 631]
feature-headline — [400, 965, 920, 1065]
page-number: ७ — [934, 48, 962, 76]
site-url[interactable]: gorkhapatraonline.com — [30, 64, 159, 77]
lead-column-1-text: ᤗᤡᤶᤒᤢ ᤂᤡᤂᤡᤂᤠ ᤃᤠᤛᤡ ᤔᤠᤀᤡᤛᤠ ᤂᤡᤂᤡᤂᤠ ᤛᤠᤏᤠᤏᤠ ᤕᤠᤋᤠᤰ ᤂᤡᤂᤡᤂᤠ ᤃᤠᤛᤡ ᤔᤠᤀᤡᤛᤠ ᤗᤡᤶᤒᤢ ᤏᤠᤊᤠᤛᤡ ᤂᤡᤂᤡᤂᤠ ᤃᤠᤛᤡ ᤔᤠᤀᤡᤛᤠ ᤂᤡᤂᤡᤂᤠ ᤃᤠᤛᤡ ᤔᤠᤀᤡᤛᤠ ᤗᤡᤶᤒᤢ ᤏᤠᤊᤠᤛᤡ ᤂᤡᤂᤡᤂᤠ ᤃᤠᤛᤡ ᤔᤠᤀᤡᤛᤠ ᤂᤡᤂᤡᤂᤠ ᤃᤠᤛᤡ ᤔᤠᤀᤡᤛᤠ ᤗᤡᤶᤒᤢ ᤏᤠᤊᤠᤛᤡ ᤂᤡᤂᤡᤂᤠ ᤃᤠᤛᤡ ᤔᤠᤀᤡᤛᤠ ᤂᤡᤂᤡᤂᤠ ᤃᤠᤛᤡ ᤔᤠᤀᤡᤛᤠ ᤗᤡᤶᤒᤢ ᤏᤠᤊᤠᤛᤡ ᤂᤡᤂᤡᤂᤠ ᤃᤠᤛᤡ ᤔᤠᤀᤡᤛᤠ ᤂᤡᤂᤡᤂᤠ ᤃᤠᤛᤡ ᤔᤠᤀᤡᤛᤠ ᤗᤡᤶᤒᤢ ᤏᤠᤊᤠᤛᤡ ᤂᤡᤂᤡᤂᤠ ᤃᤠᤛᤡ ᤔᤠᤀᤡᤛᤠ ᤂᤡᤂᤡᤂᤠ ᤃᤠᤛᤡ ᤔᤠᤀᤡᤛᤠ ᤗᤡᤶᤒᤢ ᤏᤠᤊᤠᤛᤡ ᤂᤡᤂᤡᤂᤠ ᤃᤠᤛᤡ ᤔᤠᤀᤡᤛᤠ ᤂᤡᤂᤡᤂᤠ ᤃᤠᤛᤡ ᤔᤠᤀᤡᤛᤠ ᤗᤡᤶᤒᤢ ᤏᤠᤊᤠᤛᤡ ᤂᤡᤂᤡᤂᤠ ᤃᤠᤛᤡ ᤔᤠᤀᤡᤛᤠ ᤂᤡᤂᤡᤂᤠ ᤃᤠᤛᤡ ᤔᤠᤀᤡᤛᤠ ᤗᤡᤶᤒᤢ ᤏᤠᤊᤠᤛᤡ ᤂᤡᤂᤡᤂᤠ ᤃᤠᤛᤡ ᤔᤠᤀᤡᤛᤠ ᤂᤡᤂᤡᤂᤠ ᤃᤠᤛᤡ ᤔᤠᤀᤡᤛᤠ ᤗᤡᤶᤒᤢ ᤏᤠᤊᤠᤛᤡ ᤂᤡᤂᤡᤂᤠ ᤃᤠᤛᤡ ᤔᤠᤀᤡᤛᤠ ᤂᤡᤂᤡᤂᤠ ᤃᤠᤛᤡ ᤔᤠᤀᤡᤛᤠ ᤗᤡᤶᤒᤢ ᤏᤠᤊᤠᤛᤡ ᤂᤡᤂᤡᤂᤠ ᤃᤠᤛᤡ ᤔᤠᤀᤡᤛᤠ ᤂᤡᤂᤡᤂᤠ ᤃᤠᤛᤡ ᤔᤠᤀᤡᤛᤠ ᤗᤡᤶᤒᤢ ᤏᤠᤊᤠᤛᤡ ᤂᤡᤂᤡᤂᤠ ᤃᤠᤛᤡ ᤔᤠᤀᤡᤛᤠ ᤂᤡᤂᤡᤂᤠ ᤃᤠᤛᤡ ᤔᤠᤀᤡᤛᤠ ᤗᤡᤶᤒᤢ ᤏᤠᤊᤠᤛᤡ ᤂᤡᤂᤡᤂᤠ ᤃᤠᤛᤡ ᤔᤠᤀᤡᤛᤠ ᤂᤡᤂᤡᤂᤠ ᤃᤠᤛᤡ ᤔᤠᤀᤡᤛᤠ ᤗᤡᤶᤒᤢ ᤏᤠᤊᤠᤛᤡ ᤂᤡᤂᤡᤂᤠ ᤃᤠᤛᤡ ᤔᤠᤀᤡᤛᤠ ᤂᤡᤂᤡᤂᤠ ᤃᤠᤛᤡ ᤔᤠᤀᤡᤛᤠ — [30, 549, 178, 652]
meeting-photo-image — [30, 960, 185, 1064]
tagline: समावेशीकरणको विस्तार एउटा फड्को – गोरखापत्रद्वारा प्रकाशित — [30, 119, 169, 138]
mid-right-column-1 — [670, 784, 812, 894]
lead-headline — [110, 196, 650, 372]
right-story-column-2-text: ᤂᤡᤂᤡᤂᤠ ᤃᤠᤛᤡ ᤔᤠᤀᤡᤛᤠ ᤗᤡᤶᤒᤢ ᤏᤠᤊᤠᤛᤡ ᤂᤡᤂᤡᤂᤠ ᤃᤠᤛᤡ 'ᤃᤡᤠ'ᤀ ᤔᤠᤀᤡᤛᤠ ᤂᤡᤂᤡᤂᤠ ᤃᤠᤛᤡ ᤔᤠᤀᤡᤛᤠ ᤗᤡᤶᤒᤢ ᤏᤠᤊᤠᤛᤡ ᤂᤡᤂᤡᤂᤠ ᤃᤠᤛᤡ ᤔᤠᤀᤡᤛᤠ ᤂᤡᤂᤡᤂᤠ ᤃᤠᤛᤡ ᤔᤠᤀᤡᤛᤠ ᤗᤡᤶᤒᤢ ᤏᤠᤊᤠᤛᤡ ᤂᤡᤂᤡᤂᤠ ᤃᤠᤛᤡ ᤔᤠᤀᤡᤛᤠ ᤂᤡᤂᤡᤂᤠ ᤃᤠᤛᤡ ᤔᤠᤀᤡᤛᤠ ᤗᤡᤶᤒᤢ ᤏᤠᤊᤠᤛᤡ ᤂᤡᤂᤡᤂᤠ ᤃᤠᤛᤡ ᤔᤠᤀᤡᤛᤠ ᤂᤡᤂᤡᤂᤠ ᤃᤠᤛᤡ ᤔᤠᤀᤡᤛᤠ ᤗᤡᤶᤒᤢ ᤏᤠᤊᤠᤛᤡ ᤂᤡᤂᤡᤂᤠ ᤃᤠᤛᤡ ᤔᤠᤀᤡᤛᤠ ᤂᤡᤂᤡᤂᤠ ᤃᤠᤛᤡ ᤔᤠᤀᤡᤛᤠ ᤗᤡᤶᤒᤢ ᤏᤠᤊᤠᤛᤡ ᤂᤡᤂᤡᤂᤠ ᤃᤠᤛᤡ ᤔᤠᤀᤡᤛᤠ ᤂᤡᤂᤡᤂᤠ ᤃᤠᤛᤡ ᤔᤠᤀᤡᤛᤠ ᤗᤡᤶᤒᤢ ᤏᤠᤊᤠᤛᤡ ᤂᤡᤂᤡᤂᤠ ᤃᤠᤛᤡ ᤔᤠᤀᤡᤛᤠ ᤂᤡᤂᤡᤂᤠ ᤃᤠᤛᤡ 'ᤃᤡᤠ'ᤀ ᤔᤡᤠ।। — [821, 479, 963, 534]
